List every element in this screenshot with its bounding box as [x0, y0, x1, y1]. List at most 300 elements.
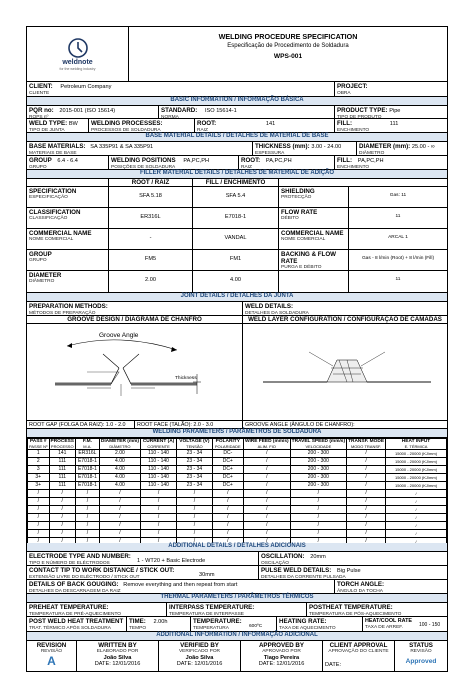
- proc-root-label: ROOT:: [197, 120, 217, 127]
- params-col-header: [49, 439, 75, 450]
- params-cell: /: [75, 522, 99, 530]
- weld-details-label: WELD DETAILS:: [245, 303, 294, 310]
- proc-fill-sub: ENCHIMENTO: [337, 127, 370, 132]
- section-additional: ADDITIONAL DETAILS / DETALHES ADICIONAIS: [27, 543, 447, 552]
- time-label: TIME:: [129, 618, 146, 625]
- params-col-sub: ALIM. FIO: [257, 444, 276, 450]
- params-cell: 110 - 140: [140, 450, 176, 458]
- params-row: [28, 530, 447, 538]
- filler-sub: CLASSIFICAÇÃO: [29, 216, 68, 222]
- params-col-header: [28, 439, 50, 450]
- client-approval-sub: APROVAÇÃO DO CLIENTE: [328, 649, 389, 655]
- params-col-sub: VELOCIDADE: [305, 444, 332, 450]
- section-filler: FILLER MATERIAL DETAILS / DETALHES DE MATERIAL DE ADIÇÃO: [27, 170, 447, 179]
- params-col-title: CURRENT (A): [142, 439, 175, 444]
- filler-sub: GRUPO: [29, 258, 47, 264]
- params-cell: /: [290, 498, 346, 506]
- params-cell: /: [75, 506, 99, 514]
- oscillation-sub: OSCILAÇÃO: [261, 560, 289, 565]
- params-cell: 111: [49, 458, 75, 466]
- params-cell: 3+: [28, 482, 50, 490]
- pqr-cell: [27, 106, 159, 118]
- project-cell: [335, 82, 447, 96]
- params-cell: /: [212, 530, 243, 538]
- materials-label: BASE MATERIALS:: [29, 143, 86, 150]
- params-cell: 23 - 34: [177, 482, 213, 490]
- filler-right-label: FLOW RATE: [281, 209, 318, 216]
- filler-fill-value: VANDAL: [193, 229, 279, 249]
- process-label: WELDING PROCESSES:: [91, 120, 163, 127]
- filler-row: [27, 250, 447, 271]
- params-cell: /: [347, 490, 386, 498]
- group-cell: [27, 156, 109, 169]
- params-cell: 200 - 300: [290, 466, 346, 474]
- postheat-label: POSTHEAT TEMPERATURE:: [309, 604, 393, 611]
- root-face: ROOT FACE (TALÃO): 2.0 - 3.0: [135, 421, 243, 428]
- params-cell: /: [99, 498, 140, 506]
- logo-tagline: for the welding industry: [59, 67, 96, 72]
- params-cell: /: [212, 522, 243, 530]
- filler-sub: ESPECIFICAÇÃO: [29, 195, 68, 201]
- params-col-title: VOLTAGE (V): [179, 439, 210, 444]
- params-cell: /: [347, 530, 386, 538]
- filler-right-label-cell: [279, 271, 349, 292]
- params-cell: /: [177, 498, 213, 506]
- backgouge-cell: [27, 580, 335, 593]
- pos-root-label: ROOT:: [241, 157, 261, 164]
- ctwd-value: 30mm: [199, 572, 215, 578]
- filler-row: [27, 187, 447, 208]
- written-sub: ELABORADO POR: [96, 649, 139, 655]
- section-addinfo: ADDITIONAL INFORMATION / INFORMAÇÃO ADICIONAL: [27, 632, 447, 641]
- filler-right-label: BACKING & FLOW RATE: [281, 251, 336, 266]
- heatrate-sub: TAXA DE AQUECIMENTO: [279, 625, 336, 631]
- group-label: GROUP: [29, 157, 52, 164]
- product-label: PRODUCT TYPE:: [337, 107, 388, 114]
- basic-row-2: [27, 119, 447, 133]
- params-cell: /: [243, 498, 290, 506]
- filler-label-cell: [27, 250, 109, 270]
- pos-fill-label: FILL:: [337, 157, 353, 164]
- params-cell: 4.00: [99, 474, 140, 482]
- params-cell: 200 - 300: [290, 482, 346, 490]
- params-cell: /: [140, 490, 176, 498]
- params-cell: /: [212, 490, 243, 498]
- params-cell: /: [140, 506, 176, 514]
- status-cell: [395, 641, 447, 672]
- filler-root-value: -: [109, 229, 193, 249]
- layer-config-cell: [243, 316, 447, 420]
- group-value: 6.4 - 6.4: [57, 158, 78, 164]
- pos-root-value: PA,PC,PH: [265, 158, 292, 164]
- params-cell: 110 - 140: [140, 466, 176, 474]
- pos-fill-sub: ENCHIMENTO: [337, 164, 370, 169]
- approved-date-label: DATE:: [258, 661, 275, 668]
- params-col-title: DIAMETER (mm): [100, 439, 139, 444]
- params-cell: /: [28, 514, 50, 522]
- thickness-cell: [253, 142, 357, 155]
- interpass-label: INTERPASS TEMPERATURE:: [169, 604, 255, 611]
- params-cell: /: [140, 498, 176, 506]
- filler-root-value: FM5: [109, 250, 193, 270]
- params-row: [28, 498, 447, 506]
- params-cell: 23 - 34: [177, 466, 213, 474]
- params-row: [28, 458, 447, 466]
- params-cell: /: [386, 538, 447, 546]
- doc-id: WPS-001: [273, 53, 303, 61]
- params-cell: /: [347, 514, 386, 522]
- params-cell: E7018-1: [75, 466, 99, 474]
- project-label: PROJECT:: [337, 83, 368, 90]
- weld-details-sub: DETALHES DA SOLDADURA: [245, 310, 309, 315]
- verified-date-label: DATE:: [176, 661, 193, 668]
- client-approval-label: CLIENT APPROVAL: [329, 642, 388, 649]
- pos-root-cell: [239, 156, 335, 169]
- temp-label: TEMPERATURE:: [193, 618, 242, 625]
- params-cell: /: [99, 514, 140, 522]
- pulse-label: PULSE WELD DETAILS:: [261, 567, 332, 574]
- weldnote-logo-icon: [67, 37, 89, 59]
- params-cell: /: [243, 458, 290, 466]
- params-cell: /: [75, 514, 99, 522]
- approved-date: 12/01/2016: [276, 661, 305, 668]
- filler-fill-value: FM1: [193, 250, 279, 270]
- params-col-title: WIRE FEED (mm/s): [244, 439, 289, 444]
- logo-text: weldnote: [62, 58, 93, 66]
- positions-label: WELDING POSITIONS: [111, 157, 176, 164]
- filler-label: COMMERCIAL NAME: [29, 230, 92, 237]
- params-cell: 23 - 34: [177, 450, 213, 458]
- positions-cell: [109, 156, 239, 169]
- electrode-sub: TIPO E NÚMERO DE ELÉCTRODOS: [29, 560, 110, 565]
- thermal-row-1: [27, 603, 447, 617]
- params-col-sub: PASSE Nº: [29, 444, 48, 450]
- params-cell: /: [243, 482, 290, 490]
- params-cell: 200 - 300: [290, 458, 346, 466]
- params-cell: E7018-1: [75, 474, 99, 482]
- filler-right-label: SHIELDING: [281, 188, 315, 195]
- params-col-header: [347, 439, 386, 450]
- time-cell: [127, 617, 191, 631]
- params-cell: /: [243, 450, 290, 458]
- revision-cell: [27, 641, 77, 672]
- filler-label: CLASSIFICATION: [29, 209, 81, 216]
- backgouge-value: Remove everything and then repeat from start: [123, 582, 238, 588]
- params-col-header: [386, 439, 447, 450]
- params-head: [28, 439, 447, 450]
- params-cell: /: [243, 514, 290, 522]
- filler-col-root: ROOT / RAIZ: [109, 179, 193, 186]
- params-col-title: POLARITY: [215, 439, 240, 444]
- params-cell: /: [212, 514, 243, 522]
- section-thermal: THERMAL PARAMETERS / PARÂMETROS TÉRMICOS: [27, 594, 447, 603]
- electrode-cell: [27, 552, 259, 565]
- revision-sub: REVISÃO: [40, 649, 63, 655]
- params-table-wrap: [27, 438, 447, 546]
- thickness-sub: ESPESSURA: [255, 150, 285, 155]
- prep-label: PREPARATION METHODS:: [29, 303, 108, 310]
- params-cell: /: [49, 538, 75, 546]
- filler-label: GROUP: [29, 251, 52, 258]
- params-cell: /: [49, 522, 75, 530]
- params-cell: /: [290, 538, 346, 546]
- filler-blank-head: [27, 179, 109, 186]
- params-col-title: F.M.: [82, 439, 92, 444]
- temp-cell: [191, 617, 277, 631]
- cool-sub: TAXA DE ARREF.: [365, 624, 404, 630]
- params-row: [28, 450, 447, 458]
- filler-right-label-cell: [279, 187, 349, 207]
- approval-row: [27, 641, 447, 672]
- params-cell: /: [212, 498, 243, 506]
- params-cell: /: [243, 506, 290, 514]
- filler-label-cell: [27, 229, 109, 249]
- params-cell: E7018-1: [75, 458, 99, 466]
- ctwd-label: CONTACT TIP TO WORK DISTANCE / STICK OUT:: [29, 567, 175, 574]
- weld-layer-diagram-icon: [243, 324, 445, 410]
- oscillation-label: OSCILLATION:: [261, 553, 305, 560]
- params-col-sub: E. TÉRMICA: [404, 444, 428, 450]
- params-cell: 4.00: [99, 482, 140, 490]
- approved-name: Tiago Pereira: [263, 654, 300, 661]
- params-col-sub: PROCESSO: [50, 444, 74, 450]
- params-cell: /: [140, 538, 176, 546]
- params-body: [28, 450, 447, 546]
- ctwd-sub: EXTENSÃO LIVRE DO ELÉCTRODO / STICK OUT: [29, 574, 140, 579]
- section-base: BASE MATERIAL DETAILS / DETALHES DE MATERIAL DE BASE: [27, 133, 447, 142]
- joint-dims-row: [27, 421, 447, 429]
- params-cell: 111: [49, 474, 75, 482]
- params-cell: 141: [49, 450, 75, 458]
- params-col-sub: POLARIDADE: [214, 444, 241, 450]
- proc-root-cell: [195, 119, 335, 132]
- params-cell: /: [347, 450, 386, 458]
- materials-sub: MATERIAIS DE BASE: [29, 150, 77, 155]
- approved-cell: [241, 641, 323, 672]
- weldtype-value: BW: [68, 121, 78, 127]
- filler-row: [27, 271, 447, 293]
- params-cell: /: [290, 506, 346, 514]
- params-cell: DC+: [212, 482, 243, 490]
- group-sub: GRUPO: [29, 164, 47, 169]
- params-cell: /: [347, 538, 386, 546]
- pulse-sub: DETALHES DA CORRENTE PULSADA: [261, 574, 346, 579]
- params-cell: /: [243, 466, 290, 474]
- params-cell: /: [28, 506, 50, 514]
- filler-right-label: COMMERCIAL NAME: [281, 230, 344, 237]
- client-date-label: DATE:: [325, 661, 342, 668]
- backgouge-sub: DETALHES DA DESCARNAGEM DA RAIZ: [29, 588, 121, 593]
- params-cell: /: [28, 522, 50, 530]
- params-cell: 23 - 34: [177, 474, 213, 482]
- params-cell: DC+: [212, 458, 243, 466]
- params-cell: /: [212, 506, 243, 514]
- temp-value: 600ºC: [249, 624, 263, 629]
- status-value: Approved: [405, 657, 437, 665]
- groove-design-cell: [27, 316, 243, 420]
- params-cell: /: [99, 538, 140, 546]
- params-cell: 3: [28, 466, 50, 474]
- params-cell: 1: [28, 450, 50, 458]
- positions-value: PA,PC,PH: [183, 158, 210, 164]
- filler-right-value: Gas: 11: [389, 193, 407, 198]
- params-col-sub: MODO TRANSF.: [350, 444, 382, 450]
- params-cell: /: [243, 490, 290, 498]
- params-cell: 15000 - 20000 (KJ/mm): [386, 450, 447, 458]
- diameter-sub: DIÂMETRO: [359, 150, 385, 155]
- diameter-label: DIAMETER (mm):: [359, 143, 411, 150]
- params-cell: /: [99, 506, 140, 514]
- params-cell: /: [290, 490, 346, 498]
- params-cell: /: [290, 530, 346, 538]
- params-cell: /: [28, 490, 50, 498]
- params-cell: /: [99, 530, 140, 538]
- groove-angle-text: Groove Angle: [99, 332, 139, 339]
- postheat-cell: [307, 603, 447, 616]
- filler-right-label-cell: [279, 250, 349, 270]
- proc-fill-cell: [335, 119, 447, 132]
- product-sub: TIPO DE PRODUTO: [337, 114, 382, 118]
- filler-row: [27, 229, 447, 250]
- filler-root-value: ER316L: [109, 208, 193, 228]
- params-col-title: TRAVEL SPEED (mm/s): [291, 439, 346, 444]
- params-col-header: [243, 439, 290, 450]
- params-cell: 111: [49, 466, 75, 474]
- filler-right-sub: PURGA E DÉBITO: [281, 265, 322, 270]
- params-col-title: PROCESS: [50, 439, 74, 444]
- status-label: STATUS: [409, 642, 433, 649]
- product-cell: [335, 106, 447, 118]
- title-block: [129, 27, 447, 81]
- backgouge-label: DETAILS OF BACK GOUGING:: [29, 581, 119, 588]
- preheat-sub: TEMPERATURA DE PRÉ-AQUECIMENTO: [29, 611, 122, 616]
- params-col-header: [99, 439, 140, 450]
- header: [27, 27, 447, 82]
- client-sub: CLIENTE: [29, 90, 50, 96]
- params-cell: /: [140, 530, 176, 538]
- thickness-value: 3.00 - 24.00: [311, 144, 342, 150]
- filler-right-sub: NOME COMERCIAL: [281, 237, 326, 243]
- positions-sub: POSIÇÕES DE SOLDADURA: [111, 164, 176, 169]
- groove-design-title: GROOVE DESIGN / DIAGRAMA DE CHANFRO: [27, 316, 242, 324]
- params-cell: /: [290, 514, 346, 522]
- params-cell: /: [99, 490, 140, 498]
- params-cell: 110 - 140: [140, 474, 176, 482]
- params-row: [28, 522, 447, 530]
- params-header-row: [28, 439, 447, 450]
- filler-right-label-cell: [279, 229, 349, 249]
- time-value: 2.00h: [153, 619, 168, 625]
- weldtype-sub: TIPO DE JUNTA: [29, 127, 65, 132]
- params-col-header: [212, 439, 243, 450]
- params-cell: 200 - 300: [290, 474, 346, 482]
- params-cell: /: [386, 530, 447, 538]
- doc-subtitle: Especificação de Procedimento de Soldadura: [227, 43, 349, 50]
- filler-root-value: SFA 5.18: [109, 187, 193, 207]
- params-cell: /: [386, 498, 447, 506]
- standard-cell: [159, 106, 335, 118]
- params-col-sub: TENSÃO: [186, 444, 203, 450]
- postheat-sub: TEMPERATURA DE PÓS-AQUECIMENTO: [309, 611, 402, 616]
- process-cell: [89, 119, 195, 132]
- params-cell: /: [177, 514, 213, 522]
- params-cell: /: [75, 530, 99, 538]
- params-cell: /: [177, 530, 213, 538]
- params-cell: /: [177, 506, 213, 514]
- client-cell: [27, 82, 335, 96]
- params-col-sub: CORRENTE: [147, 444, 170, 450]
- proc-root-value: 141: [265, 121, 276, 127]
- params-cell: /: [243, 538, 290, 546]
- filler-label: DIAMETER: [29, 272, 62, 279]
- params-cell: /: [347, 458, 386, 466]
- diagram-row: [27, 316, 447, 421]
- params-cell: 110 - 140: [140, 458, 176, 466]
- params-cell: /: [28, 530, 50, 538]
- wps-document: [26, 26, 448, 672]
- standard-value: ISO 15614-1: [205, 108, 237, 114]
- doc-title: WELDING PROCEDURE SPECIFICATION: [218, 32, 358, 41]
- filler-right-label-cell: [279, 208, 349, 228]
- filler-sub: NOME COMERCIAL: [29, 237, 74, 243]
- weldtype-cell: [27, 119, 89, 132]
- params-cell: 15000 - 20000 (KJ/mm): [386, 482, 447, 490]
- params-cell: /: [347, 482, 386, 490]
- written-label: WRITTEN BY: [98, 642, 137, 649]
- electrode-value: 1 - WT20 + Basic Electrode: [137, 558, 206, 564]
- filler-right-sub: DÉBITO: [281, 216, 299, 222]
- ctwd-cell: [27, 566, 259, 579]
- params-cell: /: [177, 490, 213, 498]
- params-cell: /: [75, 498, 99, 506]
- filler-root-value: 2.00: [109, 271, 193, 292]
- filler-header-row: [27, 179, 447, 187]
- params-cell: /: [347, 522, 386, 530]
- preheat-label: PREHEAT TEMPERATURE:: [29, 604, 109, 611]
- logo: [27, 27, 129, 81]
- heatrate-label: HEATING RATE:: [279, 618, 327, 625]
- params-col-sub: DIÂMETRO: [109, 444, 131, 450]
- params-cell: /: [177, 538, 213, 546]
- params-cell: 15000 - 20000 (KJ/mm): [386, 458, 447, 466]
- params-col-title: TRANSF. MODE: [348, 439, 385, 444]
- filler-fill-value: SFA 5.4: [193, 187, 279, 207]
- verified-sub: VERIFICADO POR: [178, 649, 221, 655]
- pulse-cell: [259, 566, 447, 579]
- proc-root-sub: RAIZ: [197, 127, 208, 132]
- pulse-value: Big Pulse: [337, 568, 361, 574]
- filler-fill-value: 4.00: [193, 271, 279, 292]
- params-cell: /: [28, 538, 50, 546]
- params-cell: /: [347, 506, 386, 514]
- base-row-2: [27, 156, 447, 170]
- root-gap: ROOT GAP (FOLGA DA RAIZ): 1.0 - 2.0: [27, 421, 135, 428]
- verified-cell: [159, 641, 241, 672]
- params-cell: /: [99, 522, 140, 530]
- proc-fill-label: FILL:: [337, 120, 353, 127]
- params-cell: /: [386, 490, 447, 498]
- pwht-label: POST WELD HEAT TREATMENT: [29, 618, 124, 625]
- params-cell: 4.00: [99, 466, 140, 474]
- electrode-label: ELECTRODE TYPE AND NUMBER:: [29, 553, 131, 560]
- params-cell: /: [243, 530, 290, 538]
- materials-value: SA 335P91 & SA 335P91: [90, 144, 154, 150]
- section-joint: JOINT DETAILS / DETALHES DA JUNTA: [27, 293, 447, 302]
- add-row-3: [27, 580, 447, 594]
- diameter-cell: [357, 142, 447, 155]
- filler-row: [27, 208, 447, 229]
- params-cell: /: [386, 514, 447, 522]
